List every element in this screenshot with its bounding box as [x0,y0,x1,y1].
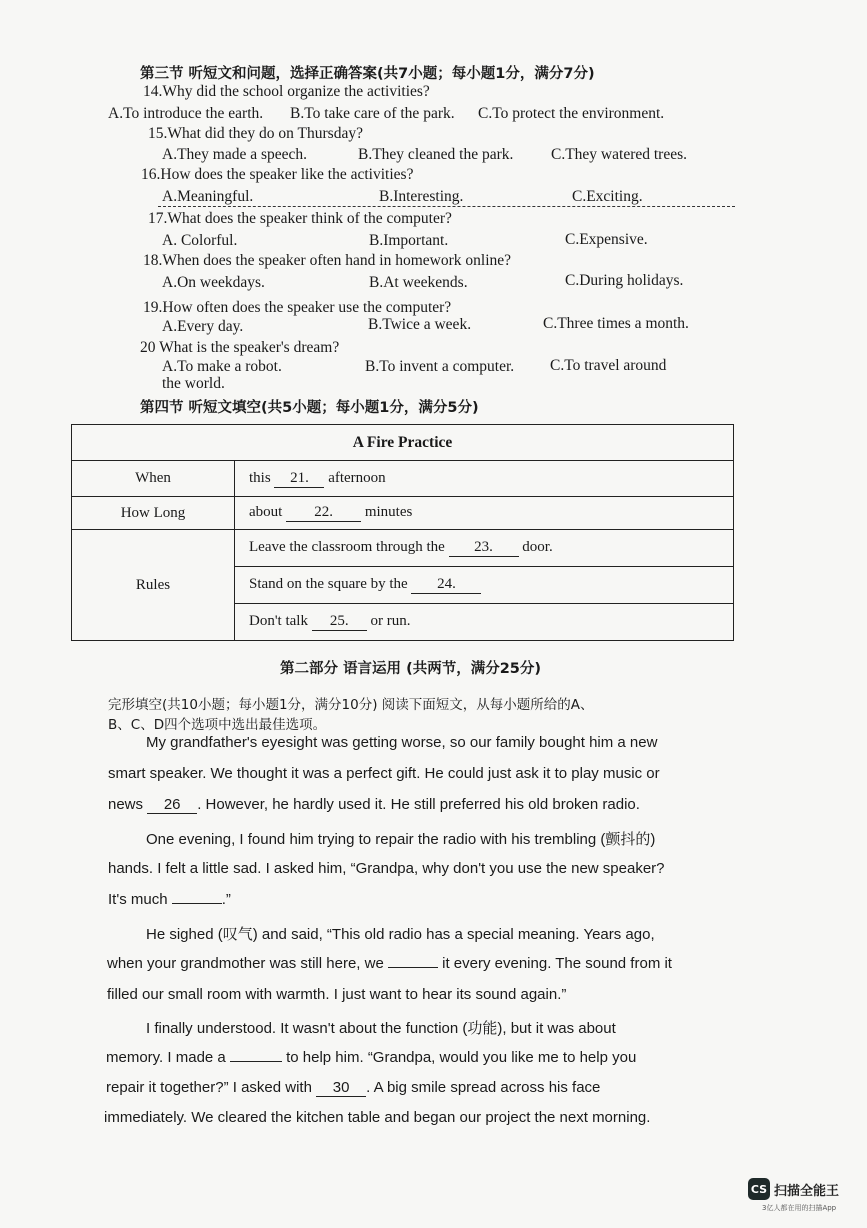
part2-heading: 第二部分 语言运用 (共两节，满分25分) [280,661,542,677]
passage-line-11: memory. I made a to help him. “Grandpa, would you like me to help you [106,1049,637,1066]
passage-line-6: It's much .” [108,891,231,908]
passage-line-9: filled our small room with warmth. I just want to hear its sound again.” [107,986,567,1003]
q16-option-b: B.Interesting. [379,188,464,205]
row-label-rules: Rules [72,530,235,641]
blank-27[interactable] [172,903,222,904]
cloze-instruction-line1: 完形填空(共10小题；每小题1分，满分10分) 阅读下面短文，从每小题所给的A、 [108,697,594,713]
passage-line-2: smart speaker. We thought it was a perfect gift. He could just ask it to play music or [108,765,660,782]
q18-option-c: C.During holidays. [565,272,684,289]
question-20: 20 What is the speaker's dream? [140,339,340,356]
fold-line [158,206,735,207]
question-14: 14.Why did the school organize the activities? [143,83,430,100]
blank-22[interactable]: 22. [286,504,361,522]
section4-heading: 第四节 听短文填空(共5小题；每小题1分，满分5分) [140,400,479,416]
question-15: 15.What did they do on Thursday? [148,125,363,142]
passage-line-5: hands. I felt a little sad. I asked him, “Grandpa, why don't you use the new speaker? [108,860,665,877]
q14-option-b: B.To take care of the park. [290,105,455,122]
blank-25[interactable]: 25. [312,613,367,631]
q20-option-a-cont: the world. [162,375,225,392]
q14-option-c: C.To protect the environment. [478,105,665,122]
q16-option-c: C.Exciting. [572,188,643,205]
camscanner-logo-icon: CS [748,1178,770,1200]
passage-line-3: news 26 . However, he hardly used it. He still preferred his old broken radio. [108,796,640,813]
q20-option-c: C.To travel around [550,357,667,374]
q18-option-a: A.On weekdays. [162,274,265,291]
watermark-tagline: 3亿人都在用的扫描App [762,1204,837,1212]
question-16: 16.How does the speaker like the activities? [141,166,414,183]
rule-1: Leave the classroom through the 23. door. [235,530,734,567]
blank-29[interactable] [230,1061,282,1062]
table-title: A Fire Practice [72,425,734,461]
rule-3: Don't talk 25. or run. [235,604,734,641]
q20-option-b: B.To invent a computer. [365,358,515,375]
q17-option-c: C.Expensive. [565,231,648,248]
q14-option-a: A.To introduce the earth. [108,105,264,122]
passage-line-7: He sighed (叹气) and said, “This old radio has a special meaning. Years ago, [146,926,655,943]
blank-23[interactable]: 23. [449,539,519,557]
question-19: 19.How often does the speaker use the computer? [143,299,452,316]
q15-option-b: B.They cleaned the park. [358,146,514,163]
question-18: 18.When does the speaker often hand in homework online? [143,252,512,269]
table-row [72,530,734,567]
blank-26[interactable]: 26 [147,796,197,814]
blank-30[interactable]: 30 [316,1079,366,1097]
q19-option-c: C.Three times a month. [543,315,689,332]
q18-option-b: B.At weekends. [369,274,468,291]
section3-heading: 第三节 听短文和问题，选择正确答案(共7小题；每小题1分，满分7分) [140,66,595,82]
row-label-when: When [72,461,235,497]
cloze-instruction-line2: B、C、D四个选项中选出最佳选项。 [108,717,327,733]
row-value-when: this 21. afternoon [235,461,734,497]
q15-option-c: C.They watered trees. [551,146,687,163]
q19-option-a: A.Every day. [162,318,244,335]
row-label-how-long: How Long [72,497,235,530]
question-17: 17.What does the speaker think of the computer? [148,210,452,227]
row-value-how-long: about 22. minutes [235,497,734,530]
q15-option-a: A.They made a speech. [162,146,308,163]
rule-2: Stand on the square by the 24. [235,567,734,604]
blank-28[interactable] [388,967,438,968]
q20-option-a: A.To make a robot. [162,358,282,375]
blank-24[interactable]: 24. [411,576,481,594]
blank-21[interactable]: 21. [274,470,324,488]
q17-option-a: A. Colorful. [162,232,238,249]
q16-option-a: A.Meaningful. [162,188,254,205]
passage-line-4: One evening, I found him trying to repair the radio with his trembling (颤抖的) [146,831,656,848]
table-row [72,461,734,497]
q19-option-b: B.Twice a week. [368,316,472,333]
fire-practice-table [71,424,734,641]
passage-line-8: when your grandmother was still here, we it every evening. The sound from it [107,955,672,972]
passage-line-13: immediately. We cleared the kitchen table and began our project the next morning. [104,1109,651,1126]
q17-option-b: B.Important. [369,232,449,249]
passage-line-10: I finally understood. It wasn't about the function (功能), but it was about [146,1020,616,1037]
passage-line-1: My grandfather's eyesight was getting worse, so our family bought him a new [146,734,658,751]
watermark-app-name: 扫描全能王 [774,1184,840,1199]
passage-line-12: repair it together?” I asked with 30 . A big smile spread across his face [106,1079,601,1096]
table-row [72,497,734,530]
